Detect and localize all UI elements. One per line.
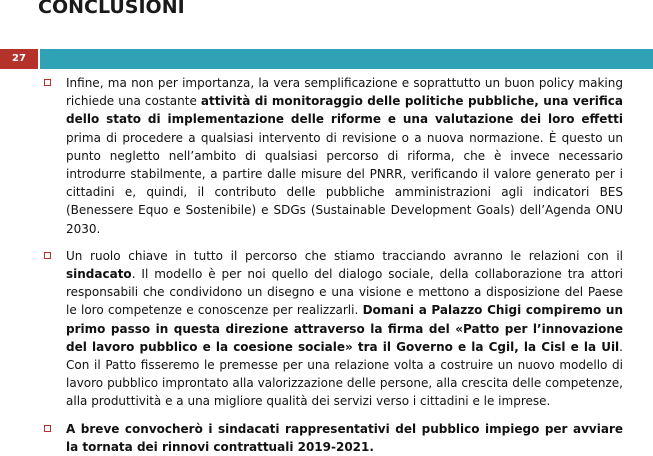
bullet-paragraph (66, 420, 623, 456)
bullet-paragraph (66, 247, 623, 411)
bold-text-segment: A breve convocherò i sindacati rappresentativi del pubblico impiego per avviare la tornata dei rinnovi contrattuali 2019-2021. (66, 421, 623, 454)
text-segment: . Il modello è per noi quello del dialogo sociale, della collaborazione tra attori responsabili che condividono un disegno e una visione e mettono a disposizione del Paese le loro competenze e conoscenze per realizzarli. (66, 267, 623, 318)
bold-text-segment: sindacato (66, 267, 132, 282)
bullet-paragraph (66, 74, 623, 238)
bold-text-segment: Domani a Palazzo Chigi compiremo un primo passo in questa direzione attraverso la firma del «Patto per l’innovazione del lavoro pubblico e la coesione sociale» tra il Governo e la Cgil, la Cisl e la Uil (66, 303, 623, 354)
paragraph-text (66, 76, 623, 236)
slide-body (0, 74, 653, 456)
text-segment: prima di procedere a qualsiasi intervento di revisione o a nuova normazione. È questo un punto negletto nell’ambito di qualsiasi percorso di riforma, che è invece necessario introdurre stabilmente, a partire dalle misure del PNRR, verificando il valore generato per i cittadini e, quindi, il contributo delle pubbliche amministrazioni agli indicatori BES (Benessere Equo e Sostenibile) e SDGs (Sustainable Development Goals) dell’Agenda ONU 2030. (66, 130, 623, 236)
page-number-badge: 27 (0, 49, 38, 69)
text-segment: . Con il Patto fisseremo le premesse per una relazione volta a costruire un nuovo modello di lavoro pubblico improntato alla valorizzazione delle persone, alla crescita delle competenze, alla produttività e a una migliore qualità dei servizi verso i cittadini e le imprese. (66, 339, 623, 409)
header-band (40, 49, 653, 69)
paragraph-text (66, 249, 623, 409)
text-segment: Un ruolo chiave in tutto il percorso che stiamo tracciando avranno le relazioni con il (66, 248, 623, 263)
page-title: CONCLUSIONI (38, 0, 185, 18)
bold-text-segment: attività di monitoraggio delle politiche pubbliche, una verifica dello stato di implementazione delle riforme e una valutazione dei loro effetti (66, 94, 623, 127)
hollow-square-icon (44, 425, 51, 432)
text-segment: Infine, ma non per importanza, la vera semplificazione e soprattutto un buon policy making richiede una costante (66, 76, 623, 109)
hollow-square-icon (44, 79, 51, 86)
hollow-square-icon (44, 252, 51, 259)
paragraph-text (66, 422, 623, 454)
